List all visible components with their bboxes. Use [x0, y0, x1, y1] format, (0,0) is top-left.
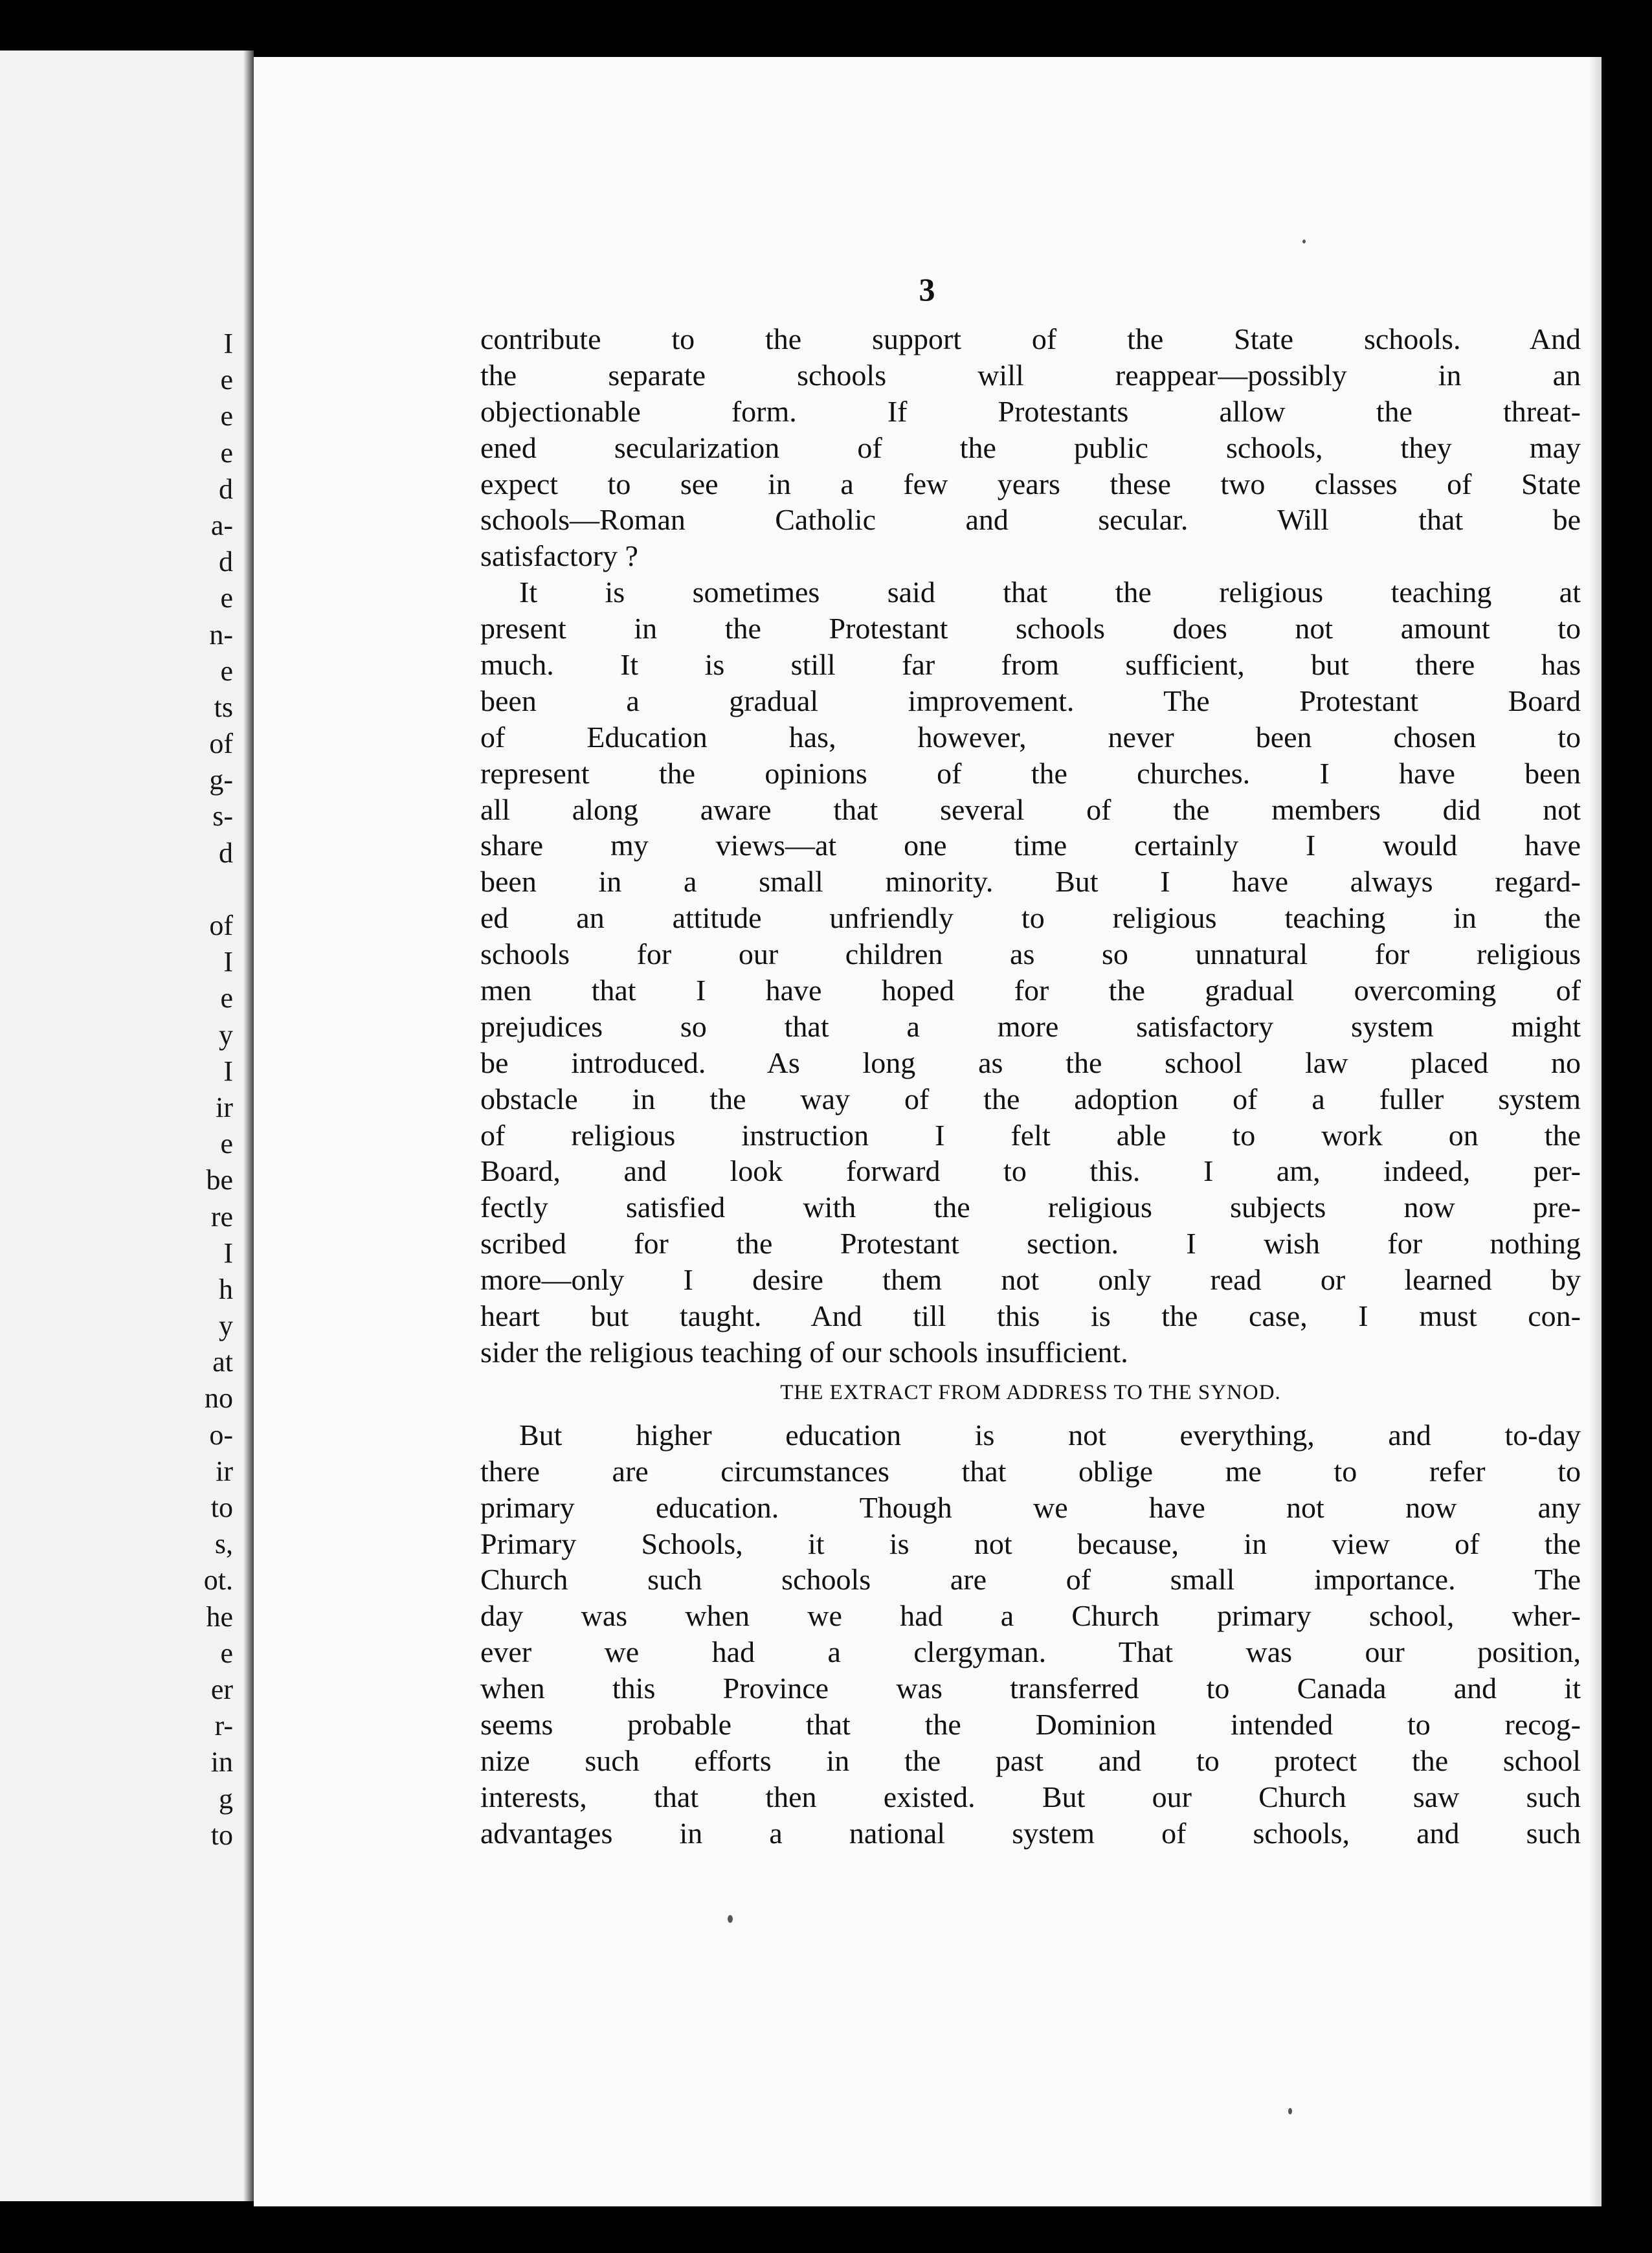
paragraph-3 — [480, 1417, 1581, 1852]
text-line: much. It is still far from sufficient, but there has — [480, 648, 1581, 682]
text-line: schools for our children as so unnatural for religious — [480, 937, 1581, 971]
text-line: ever we had a clergyman. That was our position, — [480, 1635, 1581, 1669]
left-page-fragment: to — [210, 1492, 233, 1523]
left-page-fragment: ts — [214, 691, 233, 723]
left-page-fragment: e — [220, 364, 233, 396]
text-line: Church such schools are of small importance. The — [480, 1563, 1581, 1597]
left-page-fragment: h — [219, 1273, 233, 1305]
text-line: been in a small minority. But I have always regard- — [480, 865, 1581, 899]
left-page-fragment: o- — [209, 1418, 233, 1451]
text-line: But higher education is not everything, and to-day — [519, 1418, 1581, 1452]
left-page-fragment: ir — [216, 1091, 233, 1123]
left-page-fragment: at — [212, 1346, 233, 1378]
left-page-fragment: a- — [210, 509, 233, 541]
left-page-fragment: e — [220, 400, 233, 432]
text-line: of Education has, however, never been chosen to — [480, 720, 1581, 754]
text-line: interests, that then existed. But our Church saw such — [480, 1780, 1581, 1813]
left-page-fragment: s, — [214, 1528, 233, 1560]
left-page-fragment: e — [220, 982, 233, 1014]
left-page-fragment: of — [209, 728, 233, 760]
left-page-fragment: d — [219, 473, 233, 505]
text-line: sider the religious teaching of our schools insufficient. — [480, 1335, 1128, 1369]
text-line: Primary Schools, it is not because, in view of the — [480, 1527, 1581, 1560]
text-line: It is sometimes said that the religious teaching at — [519, 576, 1581, 609]
text-line: scribed for the Protestant section. I wish for nothing — [480, 1227, 1581, 1261]
text-line: nize such efforts in the past and to protect the school — [480, 1743, 1581, 1777]
left-page-fragment: no — [205, 1382, 233, 1415]
left-page-fragment: s- — [212, 800, 233, 833]
text-line: present in the Protestant schools does not amount to — [480, 612, 1581, 645]
left-page-fragment: re — [210, 1200, 233, 1233]
left-page-fragment: y — [219, 1310, 233, 1342]
left-page-fragment: I — [223, 1055, 233, 1087]
text-line: heart but taught. And till this is the case, I must con- — [480, 1299, 1581, 1333]
text-line: prejudices so that a more satisfactory system might — [480, 1009, 1581, 1043]
left-page-fragment: he — [206, 1600, 233, 1633]
text-line: schools—Roman Catholic and secular. Will that be — [480, 503, 1581, 537]
text-line: all along aware that several of the members did not — [480, 792, 1581, 826]
text-line: represent the opinions of the churches. I have been — [480, 756, 1581, 790]
left-page-fragment: e — [220, 436, 233, 469]
text-line: of religious instruction I felt able to work on the — [480, 1118, 1581, 1152]
text-line: obstacle in the way of the adoption of a fuller system — [480, 1082, 1581, 1115]
left-page-fragment: g — [219, 1782, 233, 1815]
text-line: ened secularization of the public schools, they may — [480, 431, 1581, 464]
left-page-fragment: d — [219, 836, 233, 869]
left-page-fragment: of — [209, 910, 233, 941]
text-line: when this Province was transferred to Canada and it — [480, 1672, 1581, 1705]
text-line: more—only I desire them not only read or learned by — [480, 1263, 1581, 1297]
text-line: advantages in a national system of schools, and such — [480, 1816, 1581, 1850]
text-line: been a gradual improvement. The Protestant Board — [480, 684, 1581, 717]
ink-speck — [1302, 240, 1306, 243]
body-text — [480, 321, 1581, 1852]
left-page-fragment: e — [220, 655, 233, 687]
left-page-fragments — [0, 326, 233, 1854]
left-page-fragment: I — [223, 328, 233, 359]
left-page-fragment: ot. — [203, 1564, 233, 1597]
page-number: 3 — [919, 271, 935, 308]
left-page-fragment: d — [219, 546, 233, 578]
ink-speck — [1288, 2108, 1292, 2114]
left-page-fragment: y — [219, 1018, 233, 1051]
text-line: share my views—at one time certainly I would have — [480, 829, 1581, 862]
text-line: Board, and look forward to this. I am, indeed, per- — [480, 1154, 1581, 1188]
left-page-fragment: to — [210, 1819, 233, 1851]
left-page-fragment: be — [206, 1164, 233, 1196]
text-line: fectly satisfied with the religious subjects now pre- — [480, 1191, 1581, 1224]
text-line: ed an attitude unfriendly to religious teaching in the — [480, 901, 1581, 935]
text-line: day was when we had a Church primary school, wher- — [480, 1599, 1581, 1633]
left-page-fragment: ir — [216, 1455, 233, 1487]
text-line: be introduced. As long as the school law placed no — [480, 1046, 1581, 1079]
book-gutter — [243, 50, 254, 2201]
paragraph-1 — [480, 321, 1581, 574]
text-line: the separate schools will reappear—possibly in an — [480, 358, 1581, 392]
ink-speck — [728, 1915, 733, 1923]
text-line: seems probable that the Dominion intended to recog- — [480, 1707, 1581, 1741]
left-page-fragment: e — [220, 1128, 233, 1160]
text-line: primary education. Though we have not now any — [480, 1490, 1581, 1524]
left-page-strip — [0, 50, 254, 2201]
text-line: there are circumstances that oblige me to refer to — [480, 1454, 1581, 1488]
page-edge-shadow — [1589, 57, 1602, 2206]
left-page-fragment: e — [220, 582, 233, 614]
text-line: expect to see in a few years these two classes of State — [480, 467, 1581, 500]
left-page-fragment: I — [223, 1237, 233, 1269]
text-line: objectionable form. If Protestants allow the threat- — [480, 394, 1581, 428]
left-page-fragment: er — [210, 1673, 233, 1705]
left-page-fragment — [0, 871, 233, 908]
section-heading: THE EXTRACT FROM ADDRESS TO THE SYNOD. — [780, 1380, 1281, 1404]
left-page-fragment: g- — [209, 764, 233, 796]
left-page-fragment: I — [223, 946, 233, 978]
text-line: satisfactory ? — [480, 539, 638, 573]
text-line: men that I have hoped for the gradual overcoming of — [480, 974, 1581, 1007]
left-page-fragment: in — [210, 1746, 233, 1778]
left-page-fragment: n- — [209, 618, 233, 651]
document-page — [254, 57, 1602, 2206]
paragraph-2 — [480, 574, 1581, 1371]
left-page-fragment: r- — [214, 1710, 233, 1742]
text-line: contribute to the support of the State schools. And — [480, 322, 1581, 355]
left-page-fragment: e — [220, 1637, 233, 1669]
